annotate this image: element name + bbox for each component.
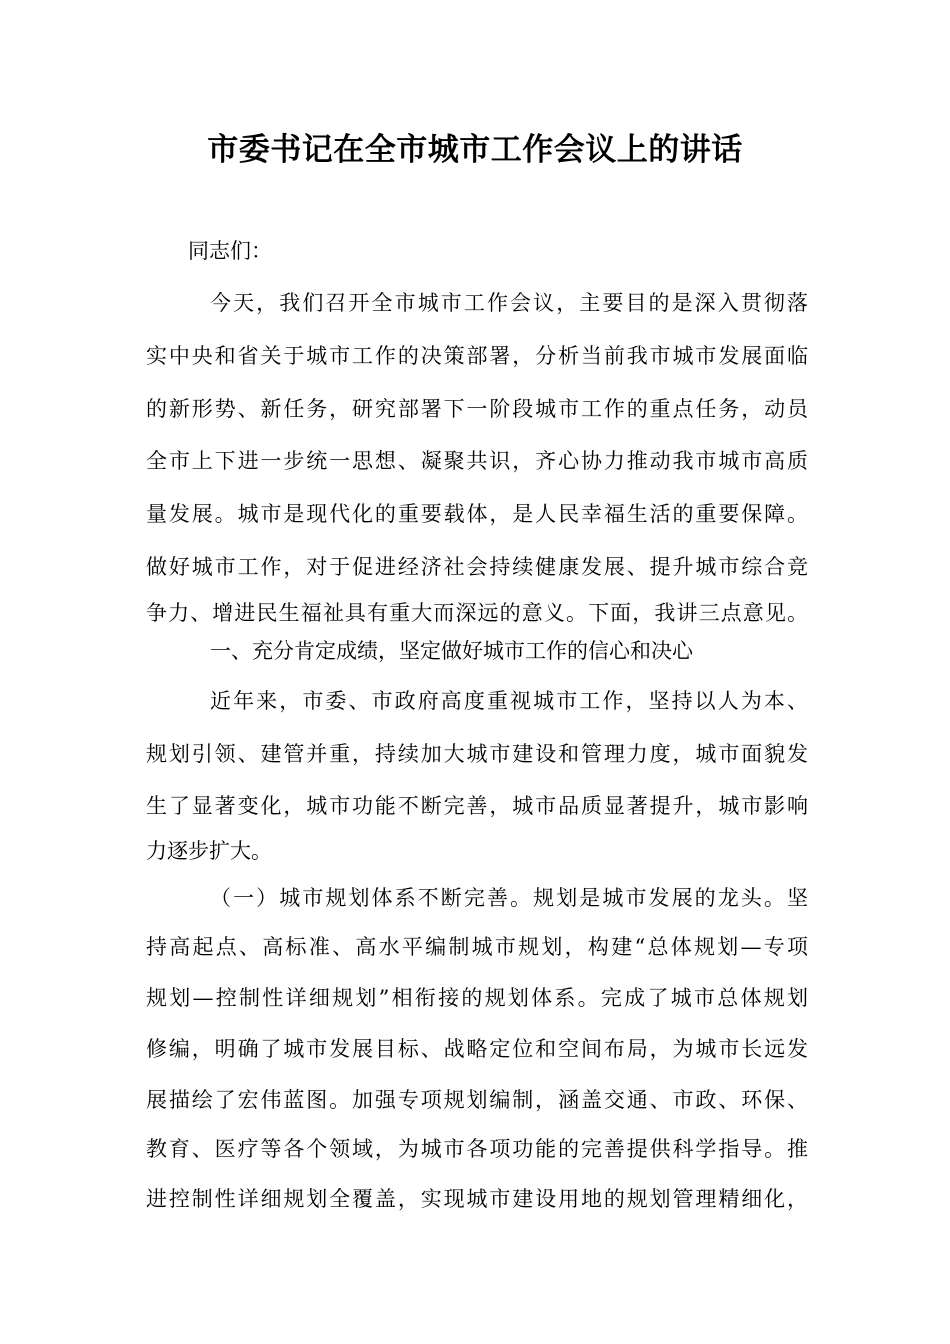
paragraph-line: 全市上下进一步统一思想、凝聚共识，齐心协力推动我市城市高质 <box>146 449 808 473</box>
paragraph-line: 教育、医疗等各个领域，为城市各项功能的完善提供科学指导。推 <box>146 1137 808 1161</box>
paragraph-line: 争力、增进民生福祉具有重大而深远的意义。下面，我讲三点意见。 <box>146 601 808 625</box>
paragraph-line: 修编，明确了城市发展目标、战略定位和空间布局，为城市长远发 <box>146 1037 808 1061</box>
paragraph-line: 量发展。城市是现代化的重要载体，是人民幸福生活的重要保障。 <box>146 502 808 526</box>
document-title: 市委书记在全市城市工作会议上的讲话 <box>207 132 743 168</box>
paragraph-line: 规划—控制性详细规划”相衔接的规划体系。完成了城市总体规划 <box>146 986 808 1010</box>
section-heading: 一、充分肯定成绩，坚定做好城市工作的信心和决心 <box>210 639 693 663</box>
paragraph-line: 进控制性详细规划全覆盖，实现城市建设用地的规划管理精细化， <box>146 1187 808 1211</box>
paragraph-line: 做好城市工作，对于促进经济社会持续健康发展、提升城市综合竞 <box>146 555 808 579</box>
paragraph-line: （一）城市规划体系不断完善。规划是城市发展的龙头。坚 <box>210 886 808 910</box>
paragraph-line: 实中央和省关于城市工作的决策部署，分析当前我市城市发展面临 <box>146 344 808 368</box>
paragraph-line: 今天，我们召开全市城市工作会议，主要目的是深入贯彻落 <box>210 291 808 315</box>
paragraph-line: 的新形势、新任务，研究部署下一阶段城市工作的重点任务，动员 <box>146 397 808 421</box>
paragraph-line: 规划引领、建管并重，持续加大城市建设和管理力度，城市面貌发 <box>146 742 808 766</box>
paragraph-line: 力逐步扩大。 <box>146 839 272 863</box>
paragraph-line: 生了显著变化，城市功能不断完善，城市品质显著提升，城市影响 <box>146 794 808 818</box>
paragraph-line: 持高起点、高标准、高水平编制城市规划，构建“总体规划—专项 <box>146 935 808 959</box>
salutation: 同志们： <box>188 239 272 263</box>
paragraph-line: 展描绘了宏伟蓝图。加强专项规划编制，涵盖交通、市政、环保、 <box>146 1088 808 1112</box>
paragraph-line: 近年来，市委、市政府高度重视城市工作，坚持以人为本、 <box>210 689 808 713</box>
